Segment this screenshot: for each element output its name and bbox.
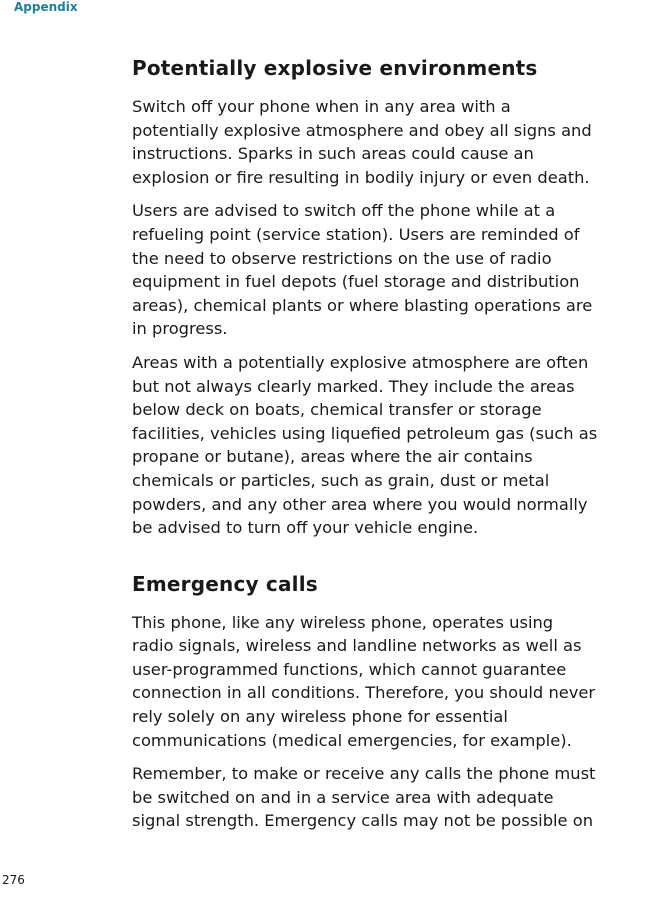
paragraph-remember (132, 762, 660, 833)
text-line: Remember, to make or receive any calls the phone must (132, 764, 596, 784)
text-line: refueling point (service station). Users are reminded of (132, 224, 580, 244)
page-content (132, 54, 660, 833)
section-heading-explosive-environments: Potentially explosive environments (132, 56, 538, 80)
text-line: potentially explosive atmosphere and obey all signs and (132, 120, 592, 140)
text-line: connection in all conditions. Therefore, you should never (132, 683, 596, 703)
text-line: propane or butane), areas where the air contains (132, 447, 533, 467)
text-line: rely solely on any wireless phone for essential (132, 707, 508, 727)
section-heading-emergency-calls: Emergency calls (132, 571, 318, 596)
text-line: powders, and any other area where you would normally (132, 494, 588, 514)
text-line: communications (medical emergencies, for example). (132, 730, 572, 750)
text-line: Areas with a potentially explosive atmosphere are often (132, 352, 589, 372)
paragraph-wireless-phone (132, 611, 660, 753)
text-line: instructions. Sparks in such areas could cause an (132, 144, 534, 164)
text-line: in progress. (132, 319, 228, 339)
paragraph-explosive-areas (132, 351, 660, 540)
text-line: chemicals or particles, such as grain, dust or metal (132, 470, 550, 490)
text-line: but not always clearly marked. They include the areas (132, 376, 575, 396)
text-line: This phone, like any wireless phone, operates using (132, 612, 554, 632)
paragraph-refueling-point (132, 199, 660, 341)
text-line: areas), chemical plants or where blasting operations are (132, 295, 593, 315)
text-line: facilities, vehicles using liquefied petroleum gas (such as (132, 423, 598, 443)
section-label: Appendix (14, 0, 78, 14)
text-line: be advised to turn off your vehicle engine. (132, 518, 479, 538)
text-line: explosion or fire resulting in bodily injury or even death. (132, 167, 590, 187)
text-line: user-programmed functions, which cannot guarantee (132, 659, 567, 679)
text-line: Users are advised to switch off the phone while at a (132, 201, 556, 221)
text-line: signal strength. Emergency calls may not be possible on (132, 811, 594, 831)
text-line: be switched on and in a service area with adequate (132, 787, 554, 807)
page-number: 276 (2, 873, 25, 887)
text-line: equipment in fuel depots (fuel storage and distribution (132, 272, 580, 292)
text-line: radio signals, wireless and landline networks as well as (132, 636, 582, 656)
text-line: Switch off your phone when in any area with a (132, 97, 511, 116)
text-line: below deck on boats, chemical transfer or storage (132, 400, 542, 420)
text-line: the need to observe restrictions on the use of radio (132, 248, 552, 268)
paragraph-switch-off (132, 95, 660, 189)
